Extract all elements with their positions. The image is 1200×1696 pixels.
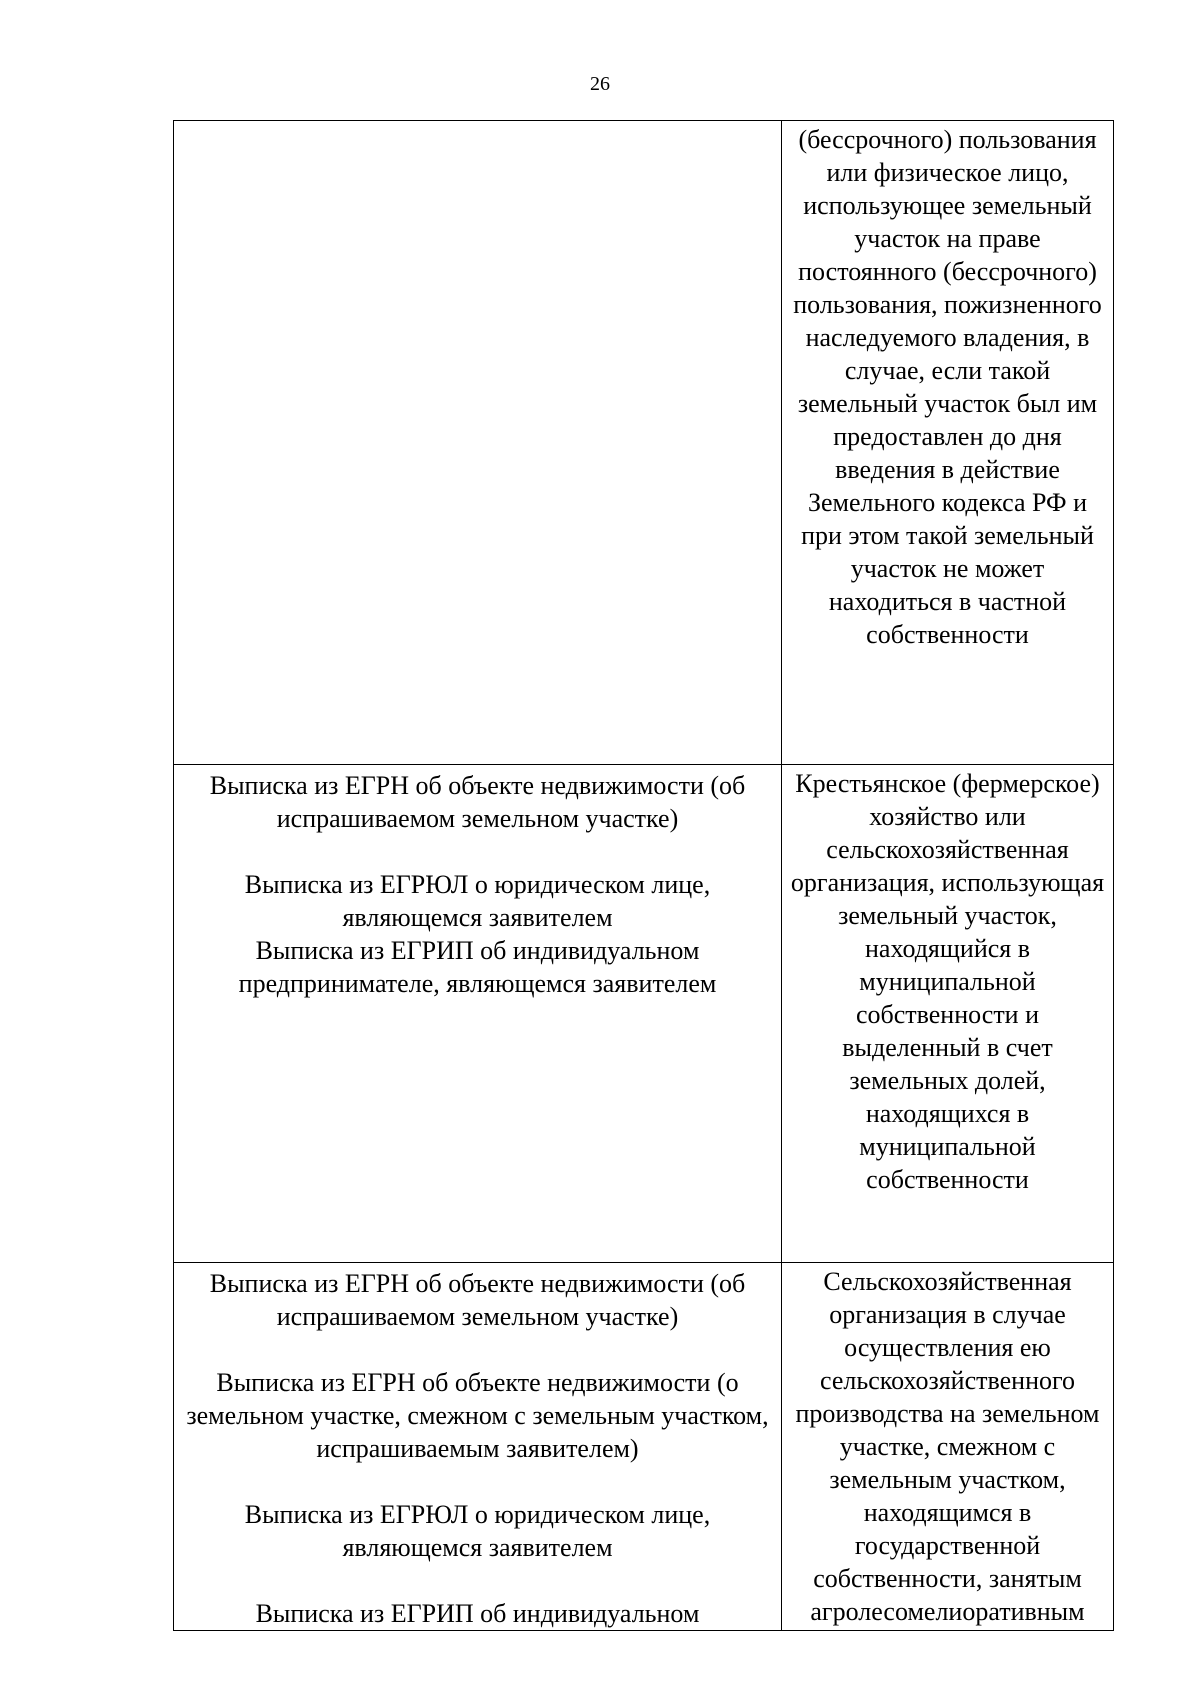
documents-table (173, 120, 1114, 1631)
page-number: 26 (590, 73, 610, 95)
applicant-cell (782, 1263, 1114, 1631)
document-item: Выписка из ЕГРИП об индивидуальном предпринимателе, являющемся заявителем (238, 936, 717, 998)
documents-cell (174, 1263, 782, 1631)
document-item: Выписка из ЕГРН об объекте недвижимости (о земельном участке, смежном с земельным участком, испрашиваемым заявителем) (186, 1368, 769, 1463)
applicant-text: Сельскохозяйственная организация в случае осуществления ею сельскохозяйственного производства на земельном участке, смежном с земельным участком, находящимся в государственной собственности, занятым агролесомелиоративным (795, 1267, 1100, 1626)
table-row (174, 765, 1114, 1263)
documents-cell (174, 765, 782, 1263)
documents-cell (174, 121, 782, 765)
document-item: Выписка из ЕГРИП об индивидуальном (255, 1599, 700, 1628)
applicant-text: (бессрочного) пользования или физическое лицо, использующее земельный участок на праве постоянного (бессрочного) пользования, пожизненного наследуемого владения, в случае, если такой земельный участок был им предоставлен до дня введения в действие Земельного кодекса РФ и при этом такой земельный участок не может находиться в частной собственности (793, 125, 1102, 649)
document-item: Выписка из ЕГРН об объекте недвижимости (об испрашиваемом земельном участке) (209, 771, 746, 833)
document-item: Выписка из ЕГРЮЛ о юридическом лице, являющемся заявителем (244, 870, 711, 932)
applicant-cell (782, 765, 1114, 1263)
table-row (174, 121, 1114, 765)
table-row (174, 1263, 1114, 1631)
document-item: Выписка из ЕГРН об объекте недвижимости (об испрашиваемом земельном участке) (209, 1269, 746, 1331)
applicant-text: Крестьянское (фермерское) хозяйство или сельскохозяйственная организация, использующая земельный участок, находящийся в муниципальной собственности и выделенный в счет земельных долей, находящихся в муниципальной собственности (790, 769, 1105, 1194)
document-item: Выписка из ЕГРЮЛ о юридическом лице, являющемся заявителем (244, 1500, 711, 1562)
applicant-cell (782, 121, 1114, 765)
